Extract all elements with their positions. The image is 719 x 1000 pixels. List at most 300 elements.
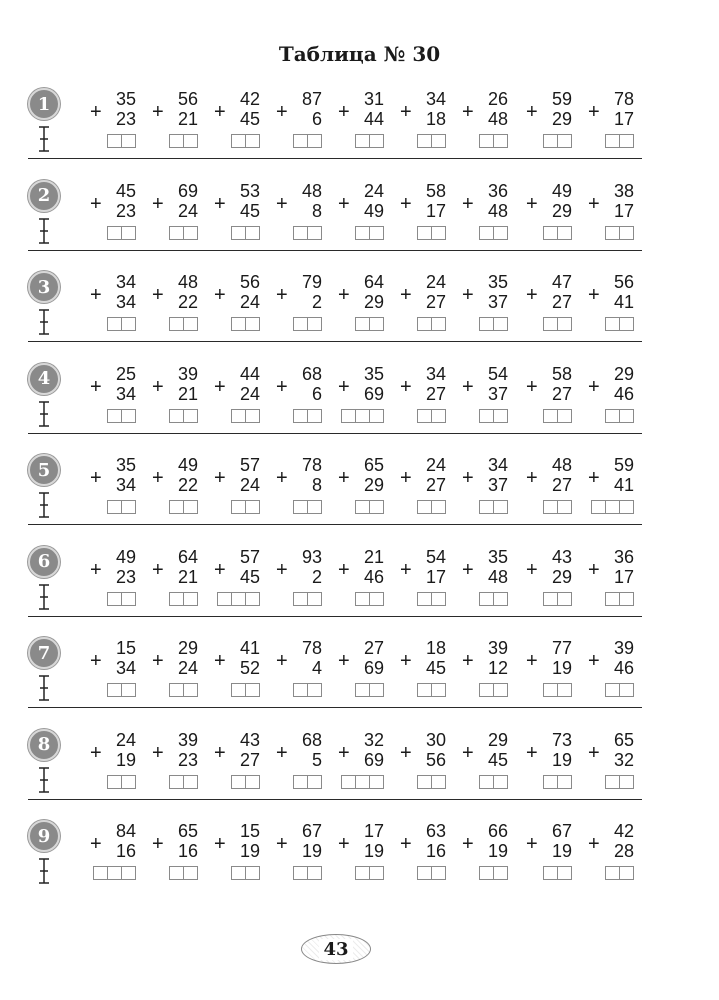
answer-boxes[interactable] xyxy=(107,409,135,423)
answer-digit-box[interactable] xyxy=(245,775,260,789)
plus-sign: + xyxy=(400,101,412,123)
answer-digit-box[interactable] xyxy=(619,409,634,423)
answer-digit-box[interactable] xyxy=(417,500,432,514)
answer-boxes[interactable] xyxy=(479,500,507,514)
addend-top: 59 xyxy=(613,455,634,475)
answer-boxes[interactable] xyxy=(543,592,571,606)
answer-boxes[interactable] xyxy=(169,683,197,697)
answer-boxes[interactable] xyxy=(217,592,259,606)
answer-digit-box[interactable] xyxy=(479,317,494,331)
answer-digit-box[interactable] xyxy=(431,500,446,514)
answer-digit-box[interactable] xyxy=(369,592,384,606)
answer-digit-box[interactable] xyxy=(619,683,634,697)
answer-digit-box[interactable] xyxy=(619,500,634,514)
answer-digit-box[interactable] xyxy=(293,592,308,606)
answer-boxes[interactable] xyxy=(417,134,445,148)
answer-boxes[interactable] xyxy=(169,226,197,240)
addend-bottom: 19 xyxy=(551,841,572,861)
addend-bottom: 24 xyxy=(239,292,260,312)
answer-digit-box[interactable] xyxy=(231,683,246,697)
answer-digit-box[interactable] xyxy=(169,866,184,880)
addend-bottom: 48 xyxy=(487,200,508,221)
answer-digit-box[interactable] xyxy=(183,500,198,514)
answer-digit-box[interactable] xyxy=(557,592,572,606)
answer-digit-box[interactable] xyxy=(543,500,558,514)
answer-digit-box[interactable] xyxy=(121,226,136,240)
answer-digit-box[interactable] xyxy=(605,775,620,789)
answer-boxes[interactable] xyxy=(293,134,321,148)
answer-digit-box[interactable] xyxy=(417,317,432,331)
answer-boxes[interactable] xyxy=(479,775,507,789)
answer-boxes[interactable] xyxy=(543,409,571,423)
answer-digit-box[interactable] xyxy=(183,775,198,789)
answer-boxes[interactable] xyxy=(355,226,383,240)
answer-digit-box[interactable] xyxy=(431,866,446,880)
answer-digit-box[interactable] xyxy=(543,866,558,880)
plus-sign: + xyxy=(526,375,538,398)
answer-digit-box[interactable] xyxy=(605,592,620,606)
answer-boxes[interactable] xyxy=(231,317,259,331)
answer-digit-box[interactable] xyxy=(543,592,558,606)
answer-digit-box[interactable] xyxy=(183,866,198,880)
plus-sign: + xyxy=(90,192,102,215)
addend-bottom: 48 xyxy=(487,109,508,129)
answer-digit-box[interactable] xyxy=(121,775,136,789)
answer-boxes[interactable] xyxy=(231,866,259,880)
addend-bottom: 23 xyxy=(115,566,136,587)
answer-boxes[interactable] xyxy=(107,775,135,789)
answer-digit-box[interactable] xyxy=(107,317,122,331)
addend-bottom: 45 xyxy=(239,566,260,587)
addend-bottom: 46 xyxy=(363,566,384,587)
answer-boxes[interactable] xyxy=(341,775,383,789)
answer-digit-box[interactable] xyxy=(307,317,322,331)
answer-boxes[interactable] xyxy=(355,317,383,331)
addend-top: 31 xyxy=(363,89,384,109)
answer-digit-box[interactable] xyxy=(183,409,198,423)
answer-boxes[interactable] xyxy=(231,775,259,789)
answer-digit-box[interactable] xyxy=(479,866,494,880)
answer-boxes[interactable] xyxy=(293,409,321,423)
answer-digit-box[interactable] xyxy=(245,683,260,697)
addend-bottom: 29 xyxy=(363,292,384,312)
answer-digit-box[interactable] xyxy=(605,866,620,880)
answer-digit-box[interactable] xyxy=(417,775,432,789)
answer-boxes[interactable] xyxy=(169,134,197,148)
answer-digit-box[interactable] xyxy=(169,134,184,148)
answer-digit-box[interactable] xyxy=(619,775,634,789)
answer-boxes[interactable] xyxy=(355,500,383,514)
answer-boxes[interactable] xyxy=(417,683,445,697)
answer-digit-box[interactable] xyxy=(183,317,198,331)
answer-digit-box[interactable] xyxy=(431,775,446,789)
answer-digit-box[interactable] xyxy=(169,683,184,697)
answer-digit-box[interactable] xyxy=(619,317,634,331)
addend-top: 36 xyxy=(613,546,634,567)
answer-digit-box[interactable] xyxy=(355,409,370,423)
answer-boxes[interactable] xyxy=(543,134,571,148)
page-number xyxy=(301,934,371,964)
addend-bottom: 34 xyxy=(115,658,136,678)
answer-digit-box[interactable] xyxy=(355,683,370,697)
answer-boxes[interactable] xyxy=(605,866,633,880)
answer-digit-box[interactable] xyxy=(93,866,108,880)
answer-digit-box[interactable] xyxy=(557,134,572,148)
addend-top: 59 xyxy=(551,89,572,109)
answer-digit-box[interactable] xyxy=(355,317,370,331)
addend-top: 68 xyxy=(301,363,322,384)
answer-boxes[interactable] xyxy=(479,134,507,148)
answer-digit-box[interactable] xyxy=(355,592,370,606)
answer-boxes[interactable] xyxy=(417,592,445,606)
answer-digit-box[interactable] xyxy=(107,592,122,606)
answer-digit-box[interactable] xyxy=(417,683,432,697)
answer-digit-box[interactable] xyxy=(355,500,370,514)
answer-boxes[interactable] xyxy=(169,317,197,331)
answer-digit-box[interactable] xyxy=(307,775,322,789)
addend-bottom: 41 xyxy=(613,292,634,312)
addend-bottom: 17 xyxy=(613,109,634,129)
answer-digit-box[interactable] xyxy=(231,317,246,331)
answer-digit-box[interactable] xyxy=(605,683,620,697)
answer-digit-box[interactable] xyxy=(417,592,432,606)
answer-digit-box[interactable] xyxy=(121,866,136,880)
answer-digit-box[interactable] xyxy=(355,226,370,240)
answer-boxes[interactable] xyxy=(417,317,445,331)
answer-digit-box[interactable] xyxy=(605,409,620,423)
answer-boxes[interactable] xyxy=(107,592,135,606)
answer-digit-box[interactable] xyxy=(369,226,384,240)
addend-bottom: 45 xyxy=(425,658,446,678)
addend-top: 35 xyxy=(115,455,136,475)
answer-digit-box[interactable] xyxy=(245,866,260,880)
answer-boxes[interactable] xyxy=(417,409,445,423)
answer-digit-box[interactable] xyxy=(493,409,508,423)
answer-boxes[interactable] xyxy=(479,409,507,423)
answer-digit-box[interactable] xyxy=(417,866,432,880)
answer-boxes[interactable] xyxy=(479,866,507,880)
answer-boxes[interactable] xyxy=(417,500,445,514)
answer-boxes[interactable] xyxy=(293,775,321,789)
answer-boxes[interactable] xyxy=(355,866,383,880)
plus-sign: + xyxy=(400,650,412,672)
answer-boxes[interactable] xyxy=(591,500,633,514)
answer-digit-box[interactable] xyxy=(245,592,260,606)
answer-digit-box[interactable] xyxy=(619,866,634,880)
answer-digit-box[interactable] xyxy=(293,409,308,423)
answer-digit-box[interactable] xyxy=(107,866,122,880)
answer-boxes[interactable] xyxy=(417,775,445,789)
answer-digit-box[interactable] xyxy=(619,226,634,240)
answer-digit-box[interactable] xyxy=(543,134,558,148)
answer-boxes[interactable] xyxy=(479,226,507,240)
answer-digit-box[interactable] xyxy=(479,226,494,240)
answer-digit-box[interactable] xyxy=(605,500,620,514)
answer-digit-box[interactable] xyxy=(231,866,246,880)
answer-digit-box[interactable] xyxy=(293,226,308,240)
answer-boxes[interactable] xyxy=(605,317,633,331)
answer-digit-box[interactable] xyxy=(107,409,122,423)
plus-sign: + xyxy=(276,558,288,581)
answer-digit-box[interactable] xyxy=(169,500,184,514)
answer-boxes[interactable] xyxy=(231,134,259,148)
answer-digit-box[interactable] xyxy=(293,866,308,880)
answer-digit-box[interactable] xyxy=(557,683,572,697)
addend-bottom: 29 xyxy=(363,475,384,495)
answer-digit-box[interactable] xyxy=(591,500,606,514)
answer-digit-box[interactable] xyxy=(355,866,370,880)
answer-digit-box[interactable] xyxy=(183,592,198,606)
answer-digit-box[interactable] xyxy=(605,134,620,148)
answer-digit-box[interactable] xyxy=(121,134,136,148)
answer-digit-box[interactable] xyxy=(231,592,246,606)
answer-digit-box[interactable] xyxy=(293,134,308,148)
answer-digit-box[interactable] xyxy=(369,409,384,423)
addition-problem xyxy=(588,820,644,902)
addend-bottom: 23 xyxy=(177,749,198,770)
answer-digit-box[interactable] xyxy=(107,683,122,697)
plus-sign: + xyxy=(276,833,288,855)
addend-bottom: 21 xyxy=(177,566,198,587)
answer-digit-box[interactable] xyxy=(431,409,446,423)
answer-digit-box[interactable] xyxy=(107,134,122,148)
answer-digit-box[interactable] xyxy=(183,134,198,148)
answer-digit-box[interactable] xyxy=(493,775,508,789)
answer-boxes[interactable] xyxy=(479,592,507,606)
answer-digit-box[interactable] xyxy=(183,683,198,697)
answer-boxes[interactable] xyxy=(355,592,383,606)
addend-bottom: 44 xyxy=(363,109,384,129)
answer-digit-box[interactable] xyxy=(121,317,136,331)
answer-boxes[interactable] xyxy=(231,683,259,697)
answer-boxes[interactable] xyxy=(231,409,259,423)
answer-boxes[interactable] xyxy=(543,500,571,514)
answer-boxes[interactable] xyxy=(417,226,445,240)
answer-digit-box[interactable] xyxy=(169,317,184,331)
answer-digit-box[interactable] xyxy=(479,500,494,514)
answer-digit-box[interactable] xyxy=(183,226,198,240)
addend-top: 35 xyxy=(487,546,508,567)
answer-boxes[interactable] xyxy=(107,317,135,331)
answer-digit-box[interactable] xyxy=(121,592,136,606)
answer-boxes[interactable] xyxy=(293,592,321,606)
answer-digit-box[interactable] xyxy=(231,409,246,423)
addend-bottom: 52 xyxy=(239,658,260,678)
answer-boxes[interactable] xyxy=(543,226,571,240)
answer-digit-box[interactable] xyxy=(493,866,508,880)
answer-digit-box[interactable] xyxy=(369,134,384,148)
answer-digit-box[interactable] xyxy=(493,317,508,331)
answer-digit-box[interactable] xyxy=(245,226,260,240)
plus-sign: + xyxy=(526,741,538,764)
answer-digit-box[interactable] xyxy=(493,134,508,148)
answer-boxes[interactable] xyxy=(293,683,321,697)
answer-boxes[interactable] xyxy=(169,500,197,514)
answer-digit-box[interactable] xyxy=(307,592,322,606)
answer-digit-box[interactable] xyxy=(341,775,356,789)
answer-digit-box[interactable] xyxy=(619,134,634,148)
plus-sign: + xyxy=(338,833,350,855)
answer-boxes[interactable] xyxy=(107,134,135,148)
answer-digit-box[interactable] xyxy=(293,683,308,697)
answer-digit-box[interactable] xyxy=(417,409,432,423)
answer-boxes[interactable] xyxy=(543,866,571,880)
addend-top: 34 xyxy=(487,455,508,475)
answer-digit-box[interactable] xyxy=(493,592,508,606)
answer-digit-box[interactable] xyxy=(121,409,136,423)
addend-top: 53 xyxy=(239,180,260,201)
answer-digit-box[interactable] xyxy=(417,226,432,240)
answer-boxes[interactable] xyxy=(169,866,197,880)
answer-digit-box[interactable] xyxy=(493,226,508,240)
answer-digit-box[interactable] xyxy=(293,317,308,331)
answer-digit-box[interactable] xyxy=(417,134,432,148)
answer-digit-box[interactable] xyxy=(217,592,232,606)
answer-digit-box[interactable] xyxy=(543,317,558,331)
answer-digit-box[interactable] xyxy=(307,226,322,240)
answer-digit-box[interactable] xyxy=(107,226,122,240)
answer-digit-box[interactable] xyxy=(169,592,184,606)
answer-digit-box[interactable] xyxy=(543,409,558,423)
answer-boxes[interactable] xyxy=(417,866,445,880)
answer-digit-box[interactable] xyxy=(231,500,246,514)
addend-top: 39 xyxy=(487,638,508,658)
answer-digit-box[interactable] xyxy=(355,775,370,789)
hourglass-icon xyxy=(38,858,50,884)
answer-boxes[interactable] xyxy=(107,226,135,240)
answer-boxes[interactable] xyxy=(605,775,633,789)
answer-boxes[interactable] xyxy=(293,226,321,240)
answer-digit-box[interactable] xyxy=(293,775,308,789)
row-divider xyxy=(28,799,642,800)
answer-boxes[interactable] xyxy=(293,500,321,514)
answer-digit-box[interactable] xyxy=(307,866,322,880)
answer-boxes[interactable] xyxy=(543,775,571,789)
answer-digit-box[interactable] xyxy=(245,317,260,331)
answer-digit-box[interactable] xyxy=(169,226,184,240)
answer-digit-box[interactable] xyxy=(431,683,446,697)
answer-boxes[interactable] xyxy=(293,866,321,880)
plus-sign: + xyxy=(462,101,474,123)
answer-boxes[interactable] xyxy=(543,317,571,331)
answer-digit-box[interactable] xyxy=(341,409,356,423)
answer-boxes[interactable] xyxy=(355,683,383,697)
answer-digit-box[interactable] xyxy=(245,500,260,514)
answer-digit-box[interactable] xyxy=(431,134,446,148)
addend-bottom: 21 xyxy=(177,109,198,129)
answer-digit-box[interactable] xyxy=(543,775,558,789)
answer-digit-box[interactable] xyxy=(169,409,184,423)
answer-digit-box[interactable] xyxy=(493,683,508,697)
answer-boxes[interactable] xyxy=(231,226,259,240)
answer-digit-box[interactable] xyxy=(121,500,136,514)
answer-digit-box[interactable] xyxy=(107,500,122,514)
answer-digit-box[interactable] xyxy=(605,226,620,240)
answer-boxes[interactable] xyxy=(355,134,383,148)
answer-digit-box[interactable] xyxy=(369,775,384,789)
addend-bottom: 27 xyxy=(551,383,572,404)
plus-sign: + xyxy=(214,375,226,398)
addend-bottom: 4 xyxy=(311,658,322,678)
plus-sign: + xyxy=(338,284,350,306)
answer-digit-box[interactable] xyxy=(479,409,494,423)
answer-digit-box[interactable] xyxy=(307,500,322,514)
answer-boxes[interactable] xyxy=(169,775,197,789)
row-divider xyxy=(28,707,642,708)
answer-digit-box[interactable] xyxy=(493,500,508,514)
answer-digit-box[interactable] xyxy=(605,317,620,331)
answer-boxes[interactable] xyxy=(293,317,321,331)
addend-bottom: 37 xyxy=(487,292,508,312)
answer-boxes[interactable] xyxy=(479,683,507,697)
plus-sign: + xyxy=(526,833,538,855)
answer-digit-box[interactable] xyxy=(169,775,184,789)
answer-digit-box[interactable] xyxy=(557,775,572,789)
answer-digit-box[interactable] xyxy=(293,500,308,514)
plus-sign: + xyxy=(588,101,600,123)
answer-digit-box[interactable] xyxy=(369,317,384,331)
answer-digit-box[interactable] xyxy=(231,775,246,789)
answer-digit-box[interactable] xyxy=(557,317,572,331)
answer-digit-box[interactable] xyxy=(245,134,260,148)
answer-digit-box[interactable] xyxy=(307,134,322,148)
addition-problem xyxy=(90,820,146,902)
answer-digit-box[interactable] xyxy=(431,317,446,331)
answer-digit-box[interactable] xyxy=(307,409,322,423)
answer-digit-box[interactable] xyxy=(557,500,572,514)
answer-digit-box[interactable] xyxy=(431,226,446,240)
answer-digit-box[interactable] xyxy=(231,134,246,148)
answer-digit-box[interactable] xyxy=(369,866,384,880)
answer-boxes[interactable] xyxy=(605,226,633,240)
addend-top: 30 xyxy=(425,729,446,750)
answer-digit-box[interactable] xyxy=(369,500,384,514)
answer-digit-box[interactable] xyxy=(121,683,136,697)
answer-boxes[interactable] xyxy=(169,592,197,606)
answer-boxes[interactable] xyxy=(107,683,135,697)
answer-boxes[interactable] xyxy=(605,592,633,606)
answer-boxes[interactable] xyxy=(543,683,571,697)
answer-digit-box[interactable] xyxy=(107,775,122,789)
answer-boxes[interactable] xyxy=(605,409,633,423)
answer-boxes[interactable] xyxy=(605,683,633,697)
answer-digit-box[interactable] xyxy=(231,226,246,240)
answer-digit-box[interactable] xyxy=(479,683,494,697)
answer-digit-box[interactable] xyxy=(557,226,572,240)
answer-digit-box[interactable] xyxy=(557,866,572,880)
answer-digit-box[interactable] xyxy=(369,683,384,697)
answer-digit-box[interactable] xyxy=(543,683,558,697)
answer-digit-box[interactable] xyxy=(479,134,494,148)
answer-digit-box[interactable] xyxy=(307,683,322,697)
answer-digit-box[interactable] xyxy=(543,226,558,240)
answer-digit-box[interactable] xyxy=(431,592,446,606)
answer-boxes[interactable] xyxy=(169,409,197,423)
answer-digit-box[interactable] xyxy=(479,592,494,606)
answer-digit-box[interactable] xyxy=(619,592,634,606)
answer-digit-box[interactable] xyxy=(245,409,260,423)
answer-boxes[interactable] xyxy=(93,866,135,880)
answer-boxes[interactable] xyxy=(605,134,633,148)
answer-digit-box[interactable] xyxy=(557,409,572,423)
answer-digit-box[interactable] xyxy=(479,775,494,789)
answer-digit-box[interactable] xyxy=(355,134,370,148)
answer-boxes[interactable] xyxy=(341,409,383,423)
addend-top: 18 xyxy=(425,638,446,658)
answer-boxes[interactable] xyxy=(107,500,135,514)
answer-boxes[interactable] xyxy=(231,500,259,514)
answer-boxes[interactable] xyxy=(479,317,507,331)
